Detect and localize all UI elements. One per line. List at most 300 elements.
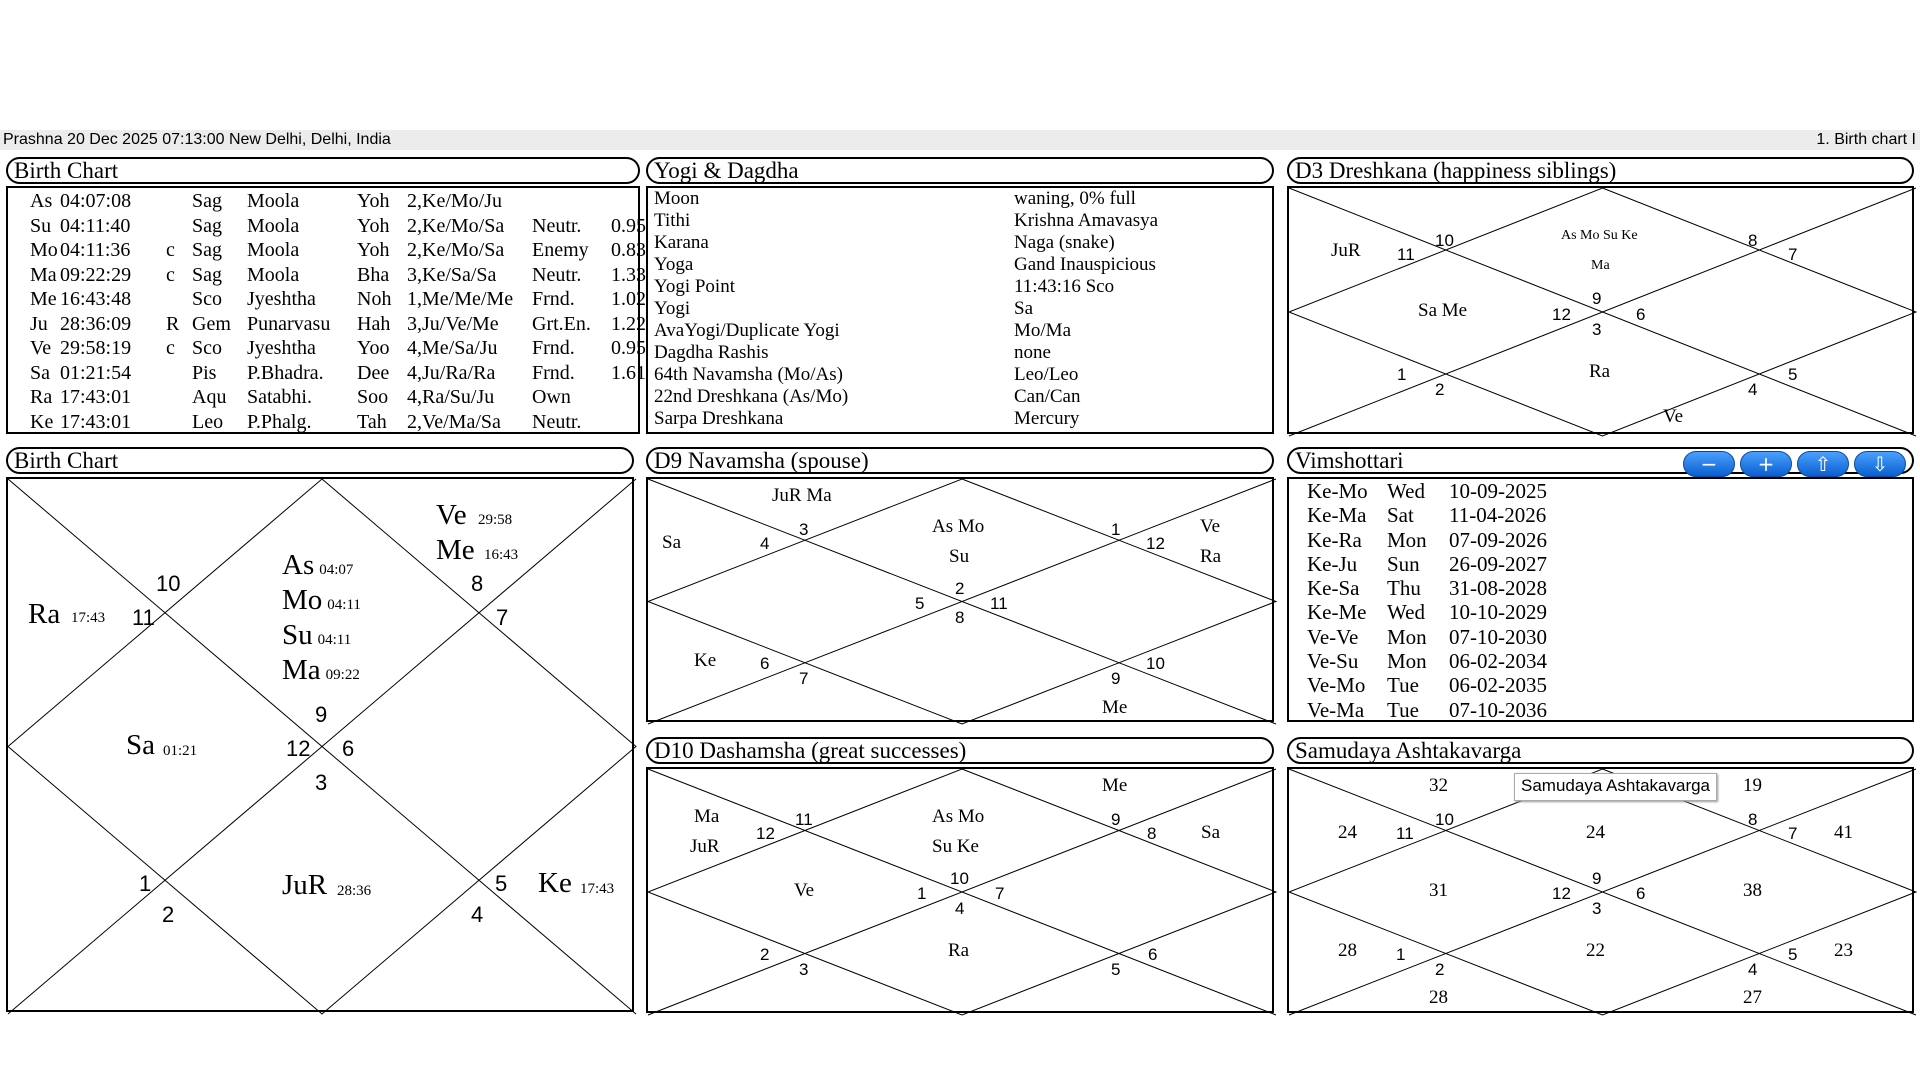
planet-row-nak: Moola xyxy=(247,239,300,261)
samudaya-num: 9 xyxy=(1592,869,1602,888)
d9-num: 4 xyxy=(760,534,770,553)
d9-num: 5 xyxy=(915,594,925,613)
planet-row-nak: P.Phalg. xyxy=(247,410,312,433)
rasi-mercury: Me xyxy=(436,534,475,566)
rasi-num: 12 xyxy=(286,736,311,761)
dasha-row[interactable] xyxy=(1307,625,1897,649)
dasha-row[interactable] xyxy=(1307,673,1897,697)
d9-num: 12 xyxy=(1146,534,1165,553)
dasha-row[interactable] xyxy=(1307,649,1897,673)
planet-row-nak: Moola xyxy=(247,190,300,212)
vim-plus-button[interactable]: + xyxy=(1740,451,1792,477)
planet-row-lords: 2,Ve/Ma/Sa xyxy=(407,410,501,433)
d10-num: 5 xyxy=(1111,960,1121,979)
rasi-saturn-degree: 01:21 xyxy=(163,743,198,759)
yogi-row xyxy=(654,408,1264,430)
planet-row-nak: Punarvasu xyxy=(247,312,331,335)
planet-row-pada: Yoh xyxy=(357,214,390,237)
d3-house1-planets-2: Ma xyxy=(1591,258,1610,273)
planet-row-p: As xyxy=(30,190,53,212)
planet-row-pada: Tah xyxy=(357,410,387,433)
yogi-row-value: 11:43:16 Sco xyxy=(1014,276,1115,297)
samudaya-num: 1 xyxy=(1396,945,1406,964)
dasha-row-d: Mon xyxy=(1387,527,1427,552)
yogi-row-value: Mo/Ma xyxy=(1014,320,1071,341)
planet-row-rel: Frnd. xyxy=(532,361,575,384)
planet-row-p: Me xyxy=(30,288,57,310)
d9-house1-planets: As Mo xyxy=(932,516,985,537)
d10-num: 1 xyxy=(917,884,927,903)
dasha-row-d: Sat xyxy=(1387,503,1414,528)
d9-num: 1 xyxy=(1111,520,1121,539)
rasi-house1-planet xyxy=(282,549,361,584)
rasi-ketu-degree: 17:43 xyxy=(580,881,615,897)
rasi-num: 8 xyxy=(471,571,484,596)
status-bar xyxy=(0,130,1920,150)
d9-house12-planets-2: Ra xyxy=(1200,546,1222,567)
yogi-row-value: none xyxy=(1014,342,1051,363)
rasi-planet-degree: 09:22 xyxy=(325,667,360,683)
vim-title: Vimshottari xyxy=(1287,447,1914,474)
planet-row-p: Sa xyxy=(30,361,50,384)
planet-row xyxy=(8,312,648,337)
planet-row-deg: 01:21:54 xyxy=(60,361,132,384)
samudaya-num: 8 xyxy=(1748,810,1758,829)
planet-row-deg: 04:11:40 xyxy=(60,214,131,237)
samudaya-num: 2 xyxy=(1435,960,1445,979)
planet-row xyxy=(8,385,648,410)
d9-num: 10 xyxy=(1146,654,1165,673)
samudaya-num: 7 xyxy=(1788,824,1798,843)
d10-num: 2 xyxy=(760,945,770,964)
yogi-row-label: Moon xyxy=(654,188,700,209)
d9-house5-planets: Ke xyxy=(694,650,717,671)
d9-chart[interactable] xyxy=(646,477,1274,722)
rasi-house1-planet xyxy=(282,584,361,619)
d10-chart[interactable] xyxy=(646,767,1274,1013)
d10-num: 10 xyxy=(950,869,969,888)
yogi-row-value: Sa xyxy=(1014,298,1033,319)
planet-row-pada: Yoh xyxy=(357,239,390,261)
yogi-row-label: Yogi Point xyxy=(654,276,735,297)
yogi-row xyxy=(654,276,1264,298)
d3-house4-planets: Sa Me xyxy=(1418,300,1468,321)
dasha-row-p: Ke-Mo xyxy=(1307,479,1368,503)
d9-title: D9 Navamsha (spouse) xyxy=(646,447,1274,474)
d3-num: 7 xyxy=(1788,245,1798,264)
rasi-planet-label: Mo xyxy=(282,584,323,616)
rasi-house1-planets xyxy=(282,549,361,689)
d10-num: 11 xyxy=(795,810,813,829)
planet-row xyxy=(8,238,648,263)
yogi-row-value: Gand Inauspicious xyxy=(1014,254,1156,275)
planet-row-lords: 2,Ke/Mo/Sa xyxy=(407,214,505,237)
planet-row-rel: Frnd. xyxy=(532,337,575,359)
planet-row-rel: Neutr. xyxy=(532,214,582,237)
planet-row xyxy=(8,336,648,361)
planet-row-rel: Neutr. xyxy=(532,410,582,433)
d10-house4-planets: Ve xyxy=(794,880,815,901)
d9-num: 8 xyxy=(955,608,965,627)
planet-row-sign: Leo xyxy=(192,410,224,433)
rasi-num: 10 xyxy=(156,571,181,596)
d9-house1-planets-2: Su xyxy=(949,546,970,567)
dasha-row-p: Ke-Ju xyxy=(1307,551,1358,576)
yogi-row xyxy=(654,320,1264,342)
planet-row-lords: 2,Ke/Mo/Sa xyxy=(407,239,505,261)
yogi-row-value: Leo/Leo xyxy=(1014,364,1079,385)
planet-row-deg: 17:43:01 xyxy=(60,386,132,408)
d10-num: 3 xyxy=(799,960,809,979)
planet-row-rel: Frnd. xyxy=(532,288,575,310)
planet-row-deg: 09:22:29 xyxy=(60,263,132,286)
rasi-num: 4 xyxy=(471,902,484,927)
yogi-row-value: Krishna Amavasya xyxy=(1014,210,1159,231)
yogi-title: Yogi & Dagdha xyxy=(646,157,1274,184)
planet-row-sign: Aqu xyxy=(192,386,227,408)
birth-table-panel xyxy=(6,186,646,434)
yogi-row xyxy=(654,188,1264,210)
yogi-row xyxy=(654,364,1264,386)
d3-num: 11 xyxy=(1397,245,1415,264)
yogi-row-label: Yoga xyxy=(654,254,694,275)
d3-num: 1 xyxy=(1397,365,1407,384)
yogi-row-label: Sarpa Dreshkana xyxy=(654,408,784,429)
dasha-row[interactable] xyxy=(1307,576,1897,600)
d9-num: 11 xyxy=(990,594,1008,613)
samudaya-house8: 27 xyxy=(1743,987,1762,1008)
d9-num: 9 xyxy=(1111,669,1121,688)
dasha-row-d: Thu xyxy=(1387,576,1421,601)
d3-num: 6 xyxy=(1636,305,1646,324)
d9-num: 6 xyxy=(760,654,770,673)
vim-down-button[interactable]: ⇩ xyxy=(1854,451,1906,477)
dasha-row-dt: 07-10-2030 xyxy=(1449,624,1547,649)
rasi-jupiter-degree: 28:36 xyxy=(337,883,372,899)
d10-num: 4 xyxy=(955,899,965,918)
planet-row-p: Ma xyxy=(30,263,57,286)
planet-row-sign: Sag xyxy=(192,263,222,286)
vim-up-button[interactable]: ⇧ xyxy=(1797,451,1849,477)
rasi-house1-planet xyxy=(282,619,361,654)
planet-row-nak: Satabhi. xyxy=(247,386,312,408)
dasha-row[interactable] xyxy=(1307,600,1897,624)
rasi-num: 6 xyxy=(342,736,355,761)
dasha-row-p: Ve-Mo xyxy=(1307,673,1366,698)
samudaya-house7: 22 xyxy=(1586,940,1605,961)
dasha-row[interactable] xyxy=(1307,698,1897,722)
d3-num: 12 xyxy=(1552,305,1571,324)
dasha-row-p: Ve-Ve xyxy=(1307,624,1359,649)
samudaya-num: 6 xyxy=(1636,884,1646,903)
planet-row-r: c xyxy=(166,337,175,359)
d3-title: D3 Dreshkana (happiness siblings) xyxy=(1287,157,1914,184)
planet-row xyxy=(8,410,648,435)
planet-row-nak: Moola xyxy=(247,263,300,286)
planet-row-rel: Enemy xyxy=(532,239,589,261)
planet-row-val: 1.33 xyxy=(611,263,646,286)
dasha-row-dt: 10-09-2025 xyxy=(1449,479,1547,503)
planet-row-val: 1.22 xyxy=(611,312,646,335)
yogi-list xyxy=(654,188,1264,430)
dasha-row-dt: 06-02-2035 xyxy=(1449,673,1547,698)
planet-row-pada: Soo xyxy=(357,386,389,408)
samudaya-house2: 32 xyxy=(1429,775,1448,796)
planet-row-pada: Yoo xyxy=(357,337,390,359)
samudaya-house1: 24 xyxy=(1586,822,1605,843)
yogi-row-label: Yogi xyxy=(654,298,691,319)
d10-house2-planets-2: JuR xyxy=(690,836,720,857)
rasi-planet-degree: 04:11 xyxy=(317,632,352,648)
planet-row-val: 1.61 xyxy=(611,361,646,384)
planet-row-sign: Sco xyxy=(192,288,222,310)
samudaya-chart-lines xyxy=(1289,769,1916,1015)
dasha-row-d: Mon xyxy=(1387,624,1427,649)
d3-num: 2 xyxy=(1435,380,1445,399)
d10-house1-planets: As Mo xyxy=(932,806,985,827)
planet-row xyxy=(8,214,648,239)
yogi-row-value: waning, 0% full xyxy=(1014,188,1136,209)
rasi-num: 3 xyxy=(315,770,328,795)
planet-row-deg: 28:36:09 xyxy=(60,312,132,335)
dasha-row[interactable] xyxy=(1307,528,1897,552)
yogi-row-value: Mercury xyxy=(1014,408,1080,429)
planet-row xyxy=(8,263,648,288)
samudaya-house4: 31 xyxy=(1429,880,1448,901)
planet-row-deg: 17:43:01 xyxy=(60,410,132,433)
planet-row-r: c xyxy=(166,239,175,261)
rasi-mercury-degree: 16:43 xyxy=(484,547,519,563)
yogi-row-label: 22nd Dreshkana (As/Mo) xyxy=(654,386,849,407)
samudaya-num: 5 xyxy=(1788,945,1798,964)
d10-num: 12 xyxy=(756,824,775,843)
planet-row-nak: Jyeshtha xyxy=(247,288,316,310)
d10-num: 6 xyxy=(1148,945,1158,964)
samudaya-num: 3 xyxy=(1592,899,1602,918)
rasi-num: 5 xyxy=(495,871,508,896)
rasi-jupiter: JuR xyxy=(282,869,328,901)
d9-house12-planets: Ve xyxy=(1200,516,1221,537)
samudaya-house6: 28 xyxy=(1429,987,1448,1008)
yogi-row xyxy=(654,298,1264,320)
d3-house7-planets: Ra xyxy=(1589,361,1611,382)
d10-house12-planets: Me xyxy=(1102,775,1128,796)
dasha-row-dt: 06-02-2034 xyxy=(1449,649,1547,674)
yogi-row xyxy=(654,386,1264,408)
planet-row-lords: 1,Me/Me/Me xyxy=(407,288,514,310)
planet-row-deg: 29:58:19 xyxy=(60,337,132,359)
d3-num: 10 xyxy=(1435,231,1454,250)
yogi-row-value: Naga (snake) xyxy=(1014,232,1115,253)
planet-row-p: Ke xyxy=(30,410,54,433)
samudaya-house9: 23 xyxy=(1834,940,1853,961)
planet-row-pada: Bha xyxy=(357,263,390,286)
rasi-house1-planet xyxy=(282,654,361,689)
samudaya-house10: 38 xyxy=(1743,880,1762,901)
dasha-row-p: Ke-Ra xyxy=(1307,527,1362,552)
rasi-num: 7 xyxy=(496,605,509,630)
dasha-row[interactable] xyxy=(1307,479,1897,503)
yogi-row xyxy=(654,232,1264,254)
d3-house10-planets: Ve xyxy=(1663,406,1684,427)
planet-row-sign: Sco xyxy=(192,337,222,359)
dasha-row[interactable] xyxy=(1307,552,1897,576)
yogi-row-value: Can/Can xyxy=(1014,386,1081,407)
planet-row-p: Ra xyxy=(30,386,53,408)
d10-num: 9 xyxy=(1111,810,1121,829)
planet-row-pada: Dee xyxy=(357,361,390,384)
d3-chart[interactable] xyxy=(1287,186,1914,434)
planet-row-pada: Noh xyxy=(357,288,392,310)
planet-row-p: Ju xyxy=(30,312,48,335)
planet-row-p: Mo xyxy=(30,239,58,261)
planet-row-sign: Sag xyxy=(192,190,222,212)
vim-minus-button[interactable]: − xyxy=(1683,451,1735,477)
dasha-row-d: Mon xyxy=(1387,649,1427,674)
rasi-num: 11 xyxy=(132,605,155,630)
d9-num: 7 xyxy=(799,669,809,688)
planet-row xyxy=(8,287,648,312)
rasi-ketu: Ke xyxy=(538,867,572,899)
planet-row-sign: Sag xyxy=(192,239,222,261)
d3-num: 8 xyxy=(1748,231,1758,250)
planet-row-val: 1.02 xyxy=(611,288,646,310)
planet-row-r: c xyxy=(166,263,175,286)
d3-house2-planets: JuR xyxy=(1331,240,1361,261)
samudaya-num: 11 xyxy=(1396,824,1414,843)
dasha-row-dt: 11-04-2026 xyxy=(1449,503,1547,528)
samudaya-num: 12 xyxy=(1552,884,1571,903)
dasha-row-dt: 31-08-2028 xyxy=(1449,576,1547,601)
planet-row-nak: Moola xyxy=(247,214,300,237)
rasi-planet-label: Ma xyxy=(282,654,321,686)
planet-row xyxy=(8,361,648,386)
planet-row-rel: Own xyxy=(532,386,571,408)
birth-table-title: Birth Chart xyxy=(6,157,640,184)
planet-row-sign: Gem xyxy=(192,312,231,335)
rasi-rahu-degree: 17:43 xyxy=(71,610,106,626)
dasha-row-dt: 26-09-2027 xyxy=(1449,551,1547,576)
rasi-planet-label: As xyxy=(282,549,315,581)
d3-house1-planets: As Mo Su Ke xyxy=(1561,228,1638,243)
planet-row-val: 0.95 xyxy=(611,214,646,237)
d10-num: 8 xyxy=(1147,824,1157,843)
dasha-row-dt: 10-10-2029 xyxy=(1449,600,1547,625)
d3-num: 9 xyxy=(1592,289,1602,308)
d9-house3-planets: Sa xyxy=(662,532,681,553)
d10-house2-planets: Ma xyxy=(694,806,720,827)
samudaya-house3: 24 xyxy=(1338,822,1357,843)
rasi-planet-degree: 04:07 xyxy=(319,562,354,578)
samudaya-house11: 41 xyxy=(1834,822,1853,843)
planet-row-lords: 3,Ju/Ve/Me xyxy=(407,312,499,335)
d10-num: 7 xyxy=(995,884,1005,903)
dasha-row-d: Sun xyxy=(1387,551,1420,576)
planet-row-nak: P.Bhadra. xyxy=(247,361,324,384)
samudaya-chart[interactable] xyxy=(1287,767,1914,1013)
dasha-row-d: Wed xyxy=(1387,600,1425,625)
samudaya-title: Samudaya Ashtakavarga xyxy=(1287,737,1914,764)
samudaya-num: 10 xyxy=(1435,810,1454,829)
d9-house10-planets: Me xyxy=(1102,697,1128,718)
dasha-row[interactable] xyxy=(1307,503,1897,527)
yogi-row xyxy=(654,210,1264,232)
rasi-num: 2 xyxy=(162,902,175,927)
d10-house7-planets: Ra xyxy=(948,940,970,961)
dasha-row-p: Ve-Su xyxy=(1307,649,1359,674)
dasha-row-d: Tue xyxy=(1387,697,1419,722)
rasi-venus: Ve xyxy=(436,499,467,531)
yogi-row-label: Dagdha Rashis xyxy=(654,342,769,363)
d9-num: 3 xyxy=(799,520,809,539)
planet-row-rel: Grt.En. xyxy=(532,312,591,335)
planet-row-nak: Jyeshtha xyxy=(247,337,316,359)
samudaya-tooltip: Samudaya Ashtakavarga xyxy=(1514,773,1717,801)
yogi-row-label: AvaYogi/Duplicate Yogi xyxy=(654,320,840,341)
dasha-row-p: Ke-Me xyxy=(1307,600,1367,625)
d3-num: 3 xyxy=(1592,320,1602,339)
planet-row-sign: Sag xyxy=(192,214,222,237)
planet-row-lords: 3,Ke/Sa/Sa xyxy=(407,263,497,286)
planet-row-lords: 2,Ke/Mo/Ju xyxy=(407,190,502,212)
rasi-num: 1 xyxy=(139,871,152,896)
vim-panel xyxy=(1287,477,1914,722)
planet-row-r: R xyxy=(166,312,180,335)
yogi-row-label: 64th Navamsha (Mo/As) xyxy=(654,364,843,385)
rasi-planet-label: Su xyxy=(282,619,313,651)
d3-num: 5 xyxy=(1788,365,1798,384)
yogi-row-label: Karana xyxy=(654,232,709,253)
d10-title: D10 Dashamsha (great successes) xyxy=(646,737,1274,764)
planet-row-lords: 4,Ra/Su/Ju xyxy=(407,386,495,408)
planet-row-val: 0.95 xyxy=(611,337,646,359)
samudaya-num: 4 xyxy=(1748,960,1758,979)
planet-row-val: 0.83 xyxy=(611,239,646,261)
rasi-venus-degree: 29:58 xyxy=(478,512,513,528)
d10-house1-planets-2: Su Ke xyxy=(932,836,979,857)
yogi-row xyxy=(654,342,1264,364)
planet-row-rel: Neutr. xyxy=(532,263,582,286)
planet-row xyxy=(8,189,648,214)
rasi-saturn: Sa xyxy=(126,729,155,761)
dasha-row-p: Ve-Ma xyxy=(1307,697,1365,722)
rasi-num: 9 xyxy=(315,702,328,727)
d10-house11-planets: Sa xyxy=(1201,822,1220,843)
rasi-planet-degree: 04:11 xyxy=(327,597,361,613)
planet-row-pada: Hah xyxy=(357,312,391,335)
d3-chart-lines xyxy=(1289,188,1916,436)
d9-house2-planets: JuR Ma xyxy=(772,485,832,506)
planet-table xyxy=(8,189,648,434)
samudaya-house12: 19 xyxy=(1743,775,1762,796)
rasi-chart[interactable] xyxy=(6,477,634,1012)
d3-num: 4 xyxy=(1748,380,1758,399)
planet-row-p: Ve xyxy=(30,337,52,359)
planet-row-deg: 04:11:36 xyxy=(60,239,131,261)
chart-tab-label[interactable]: 1. Birth chart I xyxy=(1816,131,1916,148)
yogi-panel xyxy=(646,186,1274,434)
prashna-info: Prashna 20 Dec 2025 07:13:00 New Delhi, Delhi, India xyxy=(3,131,391,148)
yogi-row-label: Tithi xyxy=(654,210,691,231)
dasha-row-dt: 07-09-2026 xyxy=(1449,527,1547,552)
dasha-row-d: Tue xyxy=(1387,673,1419,698)
planet-row-sign: Pis xyxy=(192,361,217,384)
d9-num: 2 xyxy=(955,579,965,598)
rasi-rahu: Ra xyxy=(28,598,61,630)
dasha-row-dt: 07-10-2036 xyxy=(1449,697,1547,722)
rasi-title: Birth Chart xyxy=(6,447,634,474)
planet-row-p: Su xyxy=(30,214,52,237)
